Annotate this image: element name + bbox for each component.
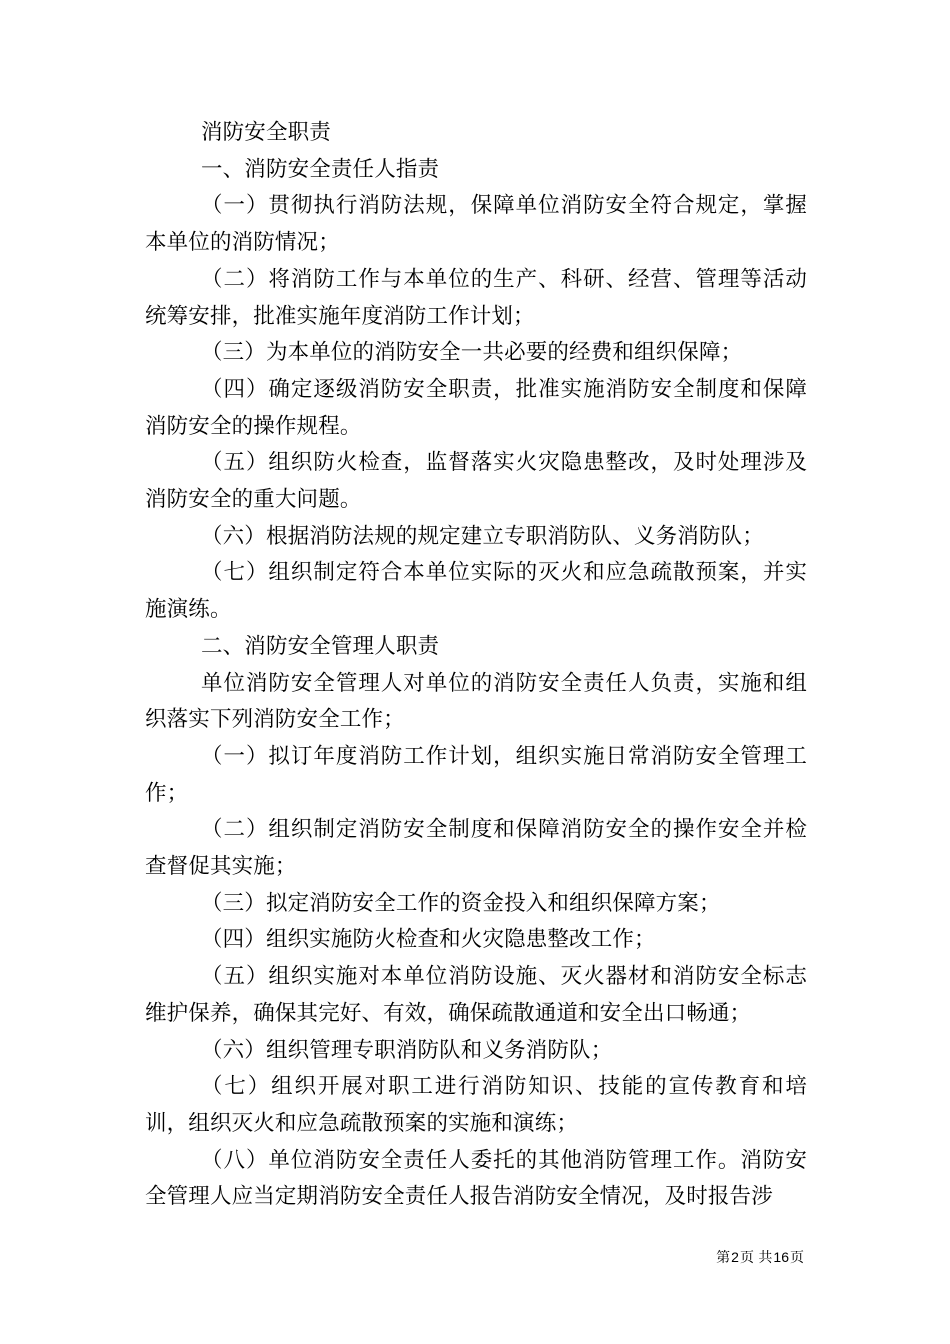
paragraph: （五）组织实施对本单位消防设施、灭火器材和消防安全标志维护保养，确保其完好、有效，确保疏散通道和安全出口畅通； — [145, 964, 807, 1026]
paragraph: （四）确定逐级消防安全职责，批准实施消防安全制度和保障消防安全的操作规程。 — [145, 376, 807, 439]
footer-prefix: 第 — [716, 1250, 731, 1266]
paragraph: （七）组织开展对职工进行消防知识、技能的宣传教育和培训，组织灭火和应急疏散预案的实施和演练； — [145, 1074, 807, 1136]
total-pages-number: 16 — [773, 1249, 789, 1265]
document-title: 消防安全职责 — [201, 120, 331, 145]
paragraph: （三）拟定消防安全工作的资金投入和组织保障方案； — [201, 890, 721, 916]
section-heading: 一、消防安全责任人指责 — [201, 156, 440, 182]
section-heading: 二、消防安全管理人职责 — [201, 633, 440, 659]
paragraph: （八）单位消防安全责任人委托的其他消防管理工作。消防安全管理人应当定期消防安全责任人报告消防安全情况，及时报告涉 — [145, 1147, 807, 1210]
paragraph: （五）组织防火检查，监督落实火灾隐患整改，及时处理涉及消防安全的重大问题。 — [145, 450, 807, 513]
footer-middle: 页 共 — [739, 1250, 773, 1266]
footer-suffix: 页 — [790, 1250, 804, 1266]
paragraph: （六）组织管理专职消防队和义务消防队； — [201, 1037, 613, 1063]
paragraph: 单位消防安全管理人对单位的消防安全责任人负责，实施和组织落实下列消防安全工作； — [145, 670, 807, 733]
paragraph: （一）拟订年度消防工作计划，组织实施日常消防安全管理工作； — [145, 743, 807, 806]
paragraph: （一）贯彻执行消防法规，保障单位消防安全符合规定，掌握本单位的消防情况； — [145, 193, 807, 256]
paragraph: （二）将消防工作与本单位的生产、科研、经营、管理等活动统筹安排，批准实施年度消防工作计划； — [145, 266, 807, 329]
paragraph: （四）组织实施防火检查和火灾隐患整改工作； — [201, 927, 656, 953]
page-number-footer — [716, 1248, 804, 1267]
paragraph: （二）组织制定消防安全制度和保障消防安全的操作安全并检查督促其实施； — [145, 817, 807, 880]
document-body — [145, 115, 807, 1216]
current-page-number: 2 — [731, 1249, 739, 1265]
paragraph: （六）根据消防法规的规定建立专职消防队、义务消防队； — [201, 523, 764, 549]
paragraph: （三）为本单位的消防安全一共必要的经费和组织保障； — [201, 340, 743, 366]
paragraph: （七）组织制定符合本单位实际的灭火和应急疏散预案，并实施演练。 — [145, 560, 807, 623]
